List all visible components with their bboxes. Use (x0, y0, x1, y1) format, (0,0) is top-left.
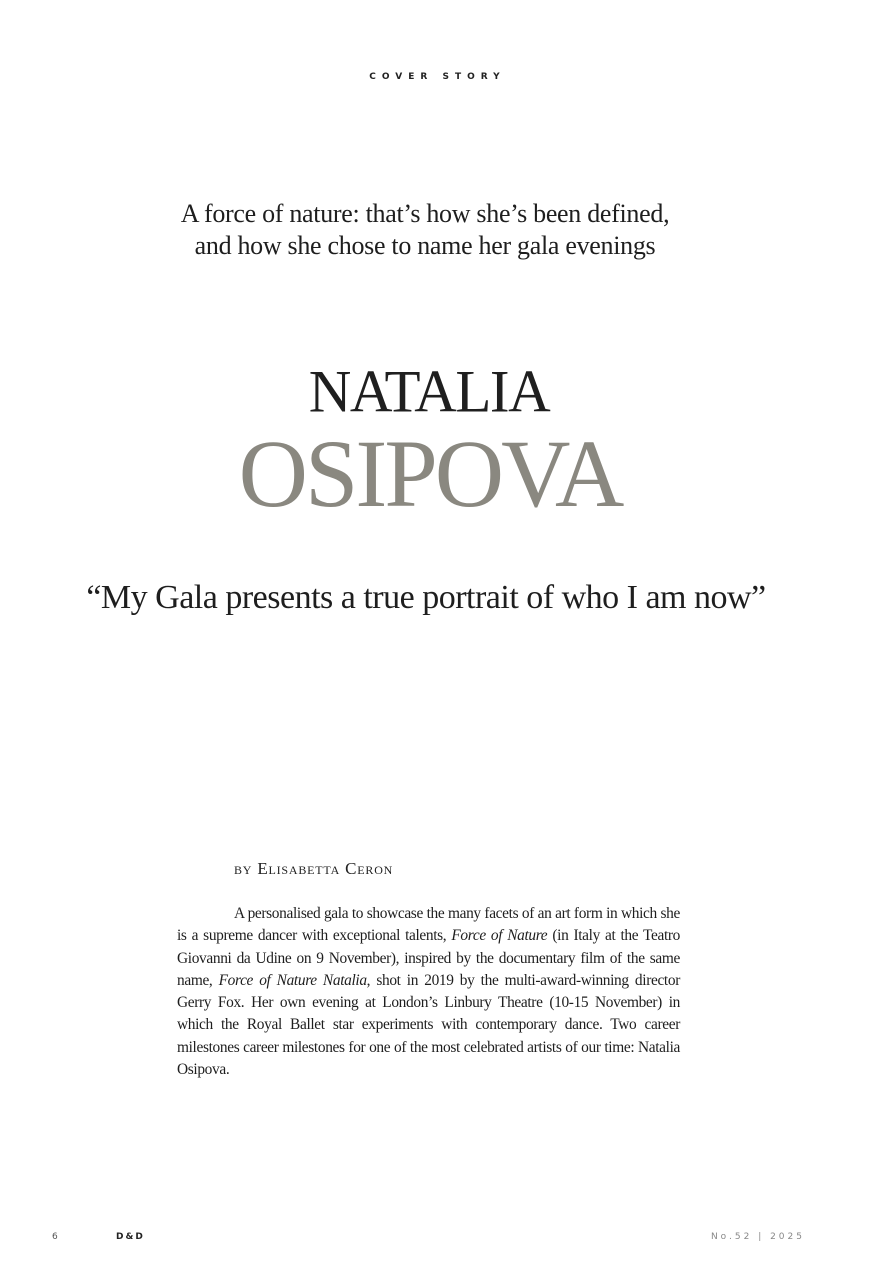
section-label: COVER STORY (369, 72, 506, 82)
title-first-name: NATALIA (308, 357, 550, 425)
byline: by Elisabetta Ceron (234, 859, 394, 878)
title-last-name: OSIPOVA (238, 420, 622, 527)
standfirst (0, 198, 850, 262)
body-title-2: Force of Nature Natalia (218, 971, 367, 989)
issue-number: No.52 | 2025 (710, 1232, 805, 1242)
body-paragraph (177, 903, 680, 1081)
standfirst-line-2: and how she chose to name her gala evenings (194, 231, 656, 260)
body-title-1: Force of Nature (451, 927, 548, 945)
body-text-1: A personalised gala to showcase the many facets of an art form in which she is a supreme dancer with exceptional talents, (177, 905, 680, 945)
page-number: 6 (52, 1232, 58, 1242)
pull-quote: “My Gala presents a true portrait of who I am now” (86, 579, 766, 616)
body-text-2: (in Italy at the Teatro Giovanni da Udine on 9 November), inspired by the documentary film of the same name, (177, 927, 680, 989)
magazine-name: D&D (116, 1232, 145, 1242)
standfirst-line-1: A force of nature: that’s how she’s been defined, (180, 199, 670, 228)
body-text-3: , shot in 2019 by the multi-award-winning director Gerry Fox. Her own evening at London’s Linbury Theatre (10-15 November) in which the Royal Ballet star experiments with contemporary dance. Two career milestones career milestones for one of the most celebrated artists of our time: Natalia Osipova. (177, 971, 680, 1079)
